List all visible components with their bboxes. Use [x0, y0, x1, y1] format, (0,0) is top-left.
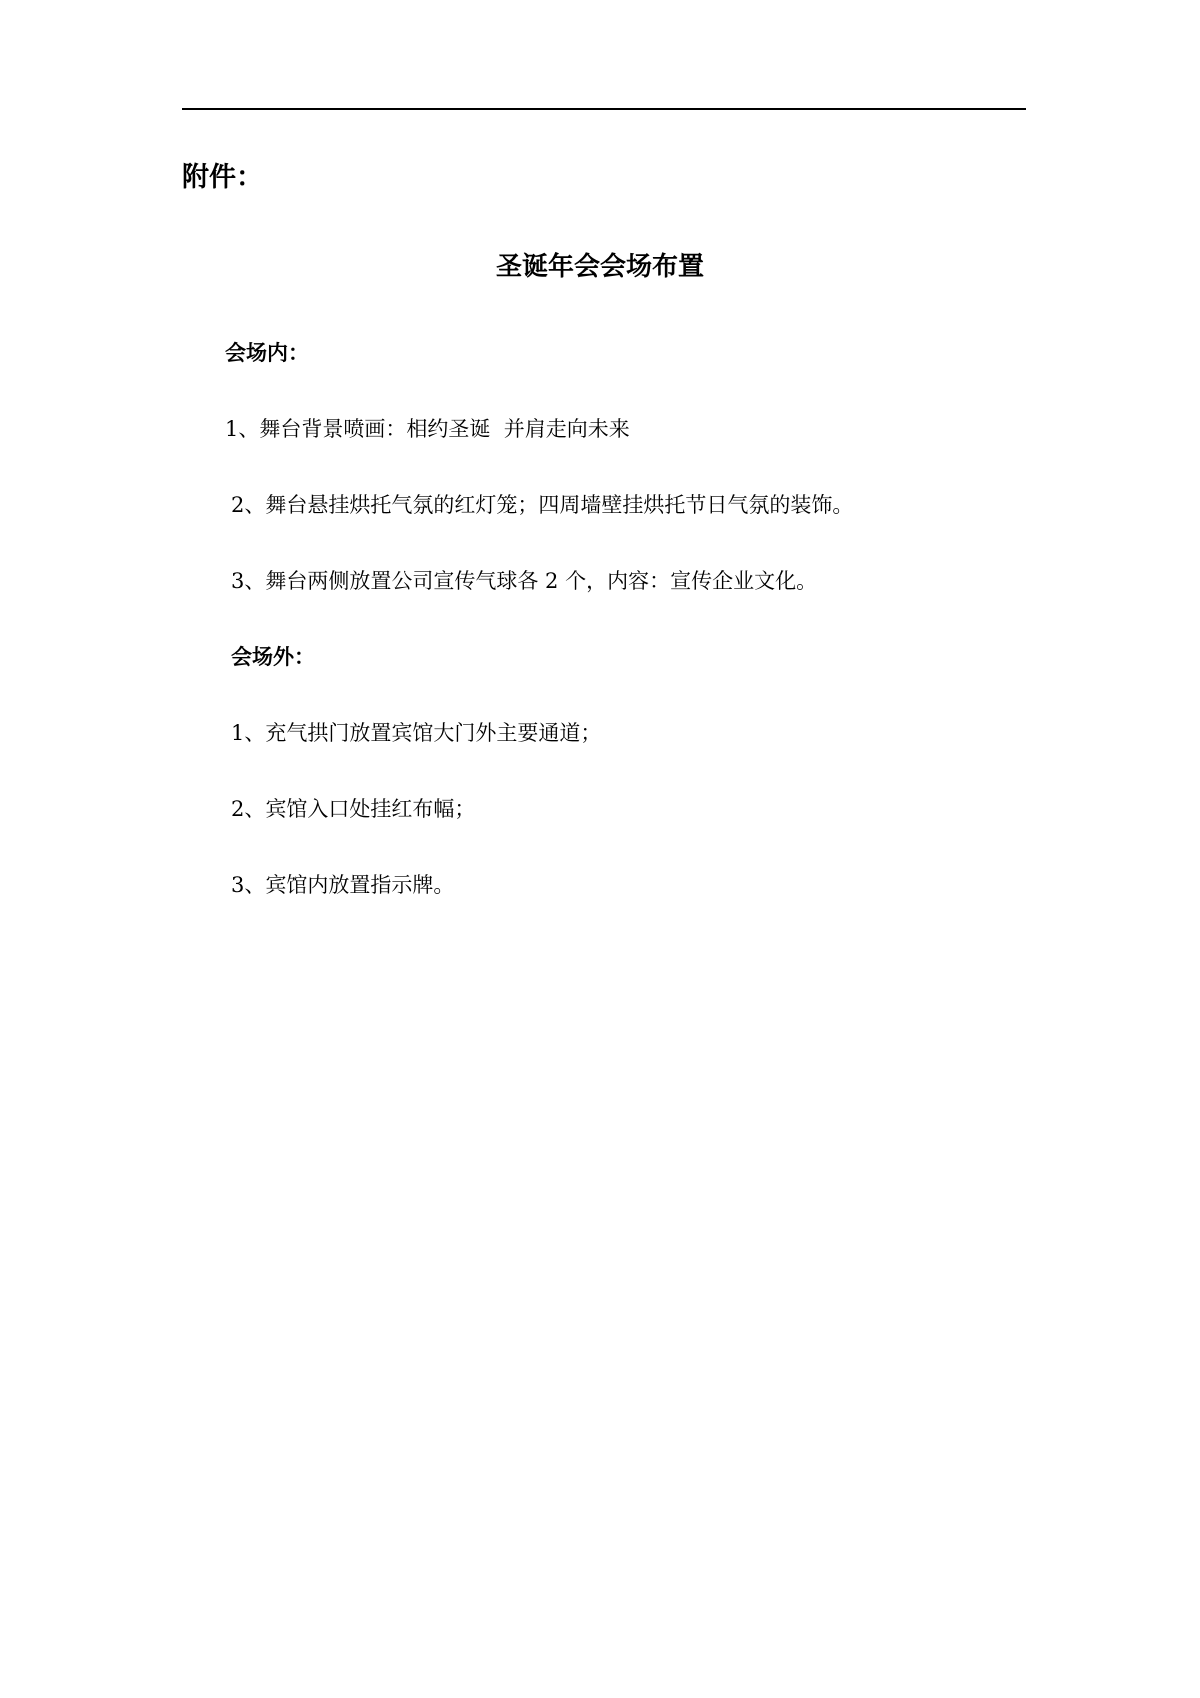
document-title: 圣诞年会会场布置: [495, 252, 704, 282]
list-item-inside-2: 2、舞台悬挂烘托气氛的红灯笼；四周墙壁挂烘托节日气氛的装饰。: [231, 493, 854, 517]
list-item-outside-1: 1、充气拱门放置宾馆大门外主要通道；: [231, 721, 602, 745]
section-heading-inside: 会场内：: [225, 341, 309, 365]
attachment-label: 附件：: [182, 162, 263, 193]
list-item-inside-1: 1、舞台背景喷画：相约圣诞 并肩走向未来: [225, 417, 630, 441]
header-rule: [182, 108, 1026, 110]
section-heading-outside: 会场外：: [231, 645, 315, 669]
list-item-inside-3: 3、舞台两侧放置公司宣传气球各 2 个，内容：宣传企业文化。: [231, 569, 818, 593]
list-item-outside-2: 2、宾馆入口处挂红布幅；: [231, 797, 476, 821]
list-item-outside-3: 3、宾馆内放置指示牌。: [231, 873, 455, 897]
